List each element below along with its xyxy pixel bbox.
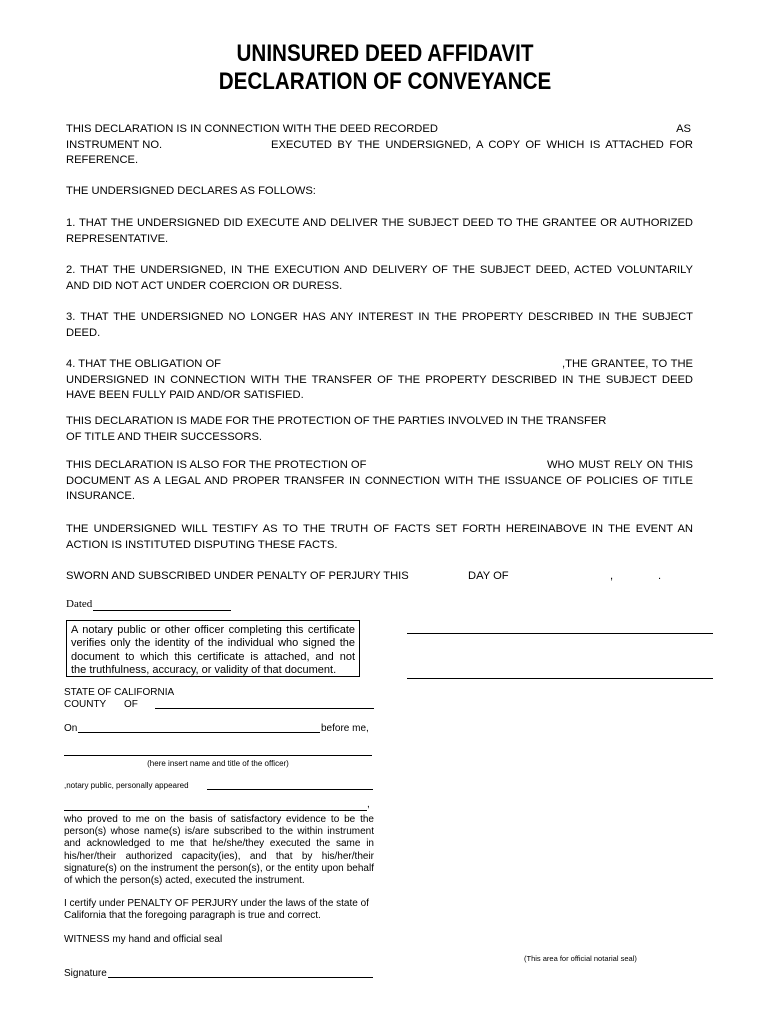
document-title-line1: UNINSURED DEED AFFIDAVIT [236,40,534,67]
recorded-date-field[interactable] [445,122,670,137]
state-label: STATE OF CALIFORNIA [64,687,175,698]
dated-field-line[interactable] [93,610,231,611]
testify-line1: THE UNDERSIGNED WILL TESTIFY AS TO THE TRUTH OF FACTS SET FORTH HEREINABOVE IN THE EVENT AN [66,523,693,535]
item-4-line2: UNDERSIGNED IN CONNECTION WITH THE TRANSFER OF THE PROPERTY DESCRIBED IN THE SUBJECT DEED [66,373,693,386]
protection-line2: OF TITLE AND THEIR SUCCESSORS. [66,430,263,443]
proved-line1: who proved to me on the basis of satisfactory evidence to be the [64,814,374,825]
proved-paragraph [64,814,374,887]
protection-paragraph [66,414,693,445]
item-3 [66,310,693,341]
appeared-field-line[interactable] [207,789,373,790]
signature-label: Signature [64,968,107,979]
notary-signature-field-line[interactable] [108,977,373,978]
certify-line1: I certify under PENALTY OF PERJURY under the laws of the state of [64,898,369,909]
before-me-label: before me, [321,723,369,734]
dated-label: Dated [66,598,93,610]
item-3-line2: DEED. [66,326,101,339]
certify-line2: California that the foregoing paragraph is true and correct. [64,910,321,922]
signature-line-2[interactable] [407,678,713,679]
document-title-line2: DECLARATION OF CONVEYANCE [218,68,552,95]
item-2-line1: 2. THAT THE UNDERSIGNED, IN THE EXECUTION AND DELIVERY OF THE SUBJECT DEED, ACTED VOLUNTARILY [66,264,693,276]
also-rely-text: WHO MUST RELY ON THIS [547,459,693,471]
appeared-label: ,notary public, personally appeared [64,781,189,790]
sworn-day-field[interactable] [416,569,466,584]
item-4-line3: HAVE BEEN FULLY PAID AND/OR SATISFIED. [66,389,304,401]
officer-caption: (here insert name and title of the officer) [147,759,289,768]
item-2-line2: AND DID NOT ACT UNDER COERCION OR DURESS. [66,279,343,292]
instrument-number-field[interactable] [170,138,270,153]
notary-notice-line2: verifies only the identity of the individual who signed the [71,637,355,650]
intro-executed-text: EXECUTED BY THE UNDERSIGNED, A COPY OF WHICH IS ATTACHED FOR [271,138,693,151]
item-1 [66,216,693,247]
also-line3: INSURANCE. [66,490,135,502]
intro-reference-text: REFERENCE. [66,154,139,166]
notary-notice-line4: the truthfulness, accuracy, or validity of that document. [71,664,337,677]
notary-notice-line3: document to which this certificate is attached, and not [71,650,355,663]
signature-line-1[interactable] [407,633,713,634]
testify-line2: ACTION IS INSTITUTED DISPUTING THESE FACTS. [66,538,338,551]
proved-line2: person(s) whose name(s) is/are subscribed to the within instrument [64,826,374,838]
instrument-no-label: INSTRUMENT NO. [66,138,163,151]
proved-line5: signature(s) on the instrument the person(s), or the entity upon behalf [64,862,374,874]
seal-caption: (This area for official notarial seal) [524,954,637,963]
persons-trailing-comma: , [367,799,370,810]
intro-line1-text: THIS DECLARATION IS IN CONNECTION WITH THE DEED RECORDED [66,123,438,135]
protection-line1: THIS DECLARATION IS MADE FOR THE PROTECTION OF THE PARTIES INVOLVED IN THE TRANSFER [66,415,607,427]
proved-line3: and acknowledged to me that he/she/they executed the same in [64,838,374,850]
certify-paragraph [64,898,374,922]
persons-field-line[interactable] [64,810,367,811]
testify-paragraph [66,522,693,553]
item-3-line1: 3. THAT THE UNDERSIGNED NO LONGER HAS ANY INTEREST IN THE PROPERTY DESCRIBED IN THE SUBJECT [66,311,693,323]
sworn-text: SWORN AND SUBSCRIBED UNDER PENALTY OF PERJURY THIS [66,570,409,582]
item-1-line2: REPRESENTATIVE. [66,232,169,245]
on-date-field-line[interactable] [78,732,320,733]
declares-heading: THE UNDERSIGNED DECLARES AS FOLLOWS: [66,185,316,197]
notary-notice-box [66,620,360,677]
witness-label: WITNESS my hand and official seal [64,934,223,945]
item-1-line1: 1. THAT THE UNDERSIGNED DID EXECUTE AND DELIVER THE SUBJECT DEED TO THE GRANTEE OR AUTHORIZED [66,217,693,229]
county-of-label: OF [124,699,138,710]
item-4-obligation-text: 4. THAT THE OBLIGATION OF [66,358,221,370]
sworn-period: . [658,570,662,582]
grantee-name-field[interactable] [230,357,560,372]
sworn-comma: , [610,570,614,582]
sworn-month-field[interactable] [514,569,608,584]
sworn-year-field[interactable] [614,569,656,584]
item-2 [66,263,693,294]
item-4-grantee-text: ,THE GRANTEE, TO THE [562,358,693,370]
intro-as-text: AS [676,123,691,135]
day-of-text: DAY OF [468,570,509,582]
notary-notice-line1: A notary public or other officer completing this certificate [71,624,355,636]
on-label: On [64,723,78,734]
also-protection-text: THIS DECLARATION IS ALSO FOR THE PROTECTION OF [66,459,367,471]
proved-line4: his/her/their authorized capacity(ies), and that by his/her/their [64,850,374,862]
proved-line6: of which the person(s) acted, executed the instrument. [64,875,305,887]
county-label: COUNTY [64,699,107,710]
county-field-line[interactable] [155,708,374,709]
officer-field-line[interactable] [64,755,372,756]
protected-party-field[interactable] [376,458,544,473]
also-line2: DOCUMENT AS A LEGAL AND PROPER TRANSFER IN CONNECTION WITH THE ISSUANCE OF POLICIES OF TITLE [66,474,693,487]
